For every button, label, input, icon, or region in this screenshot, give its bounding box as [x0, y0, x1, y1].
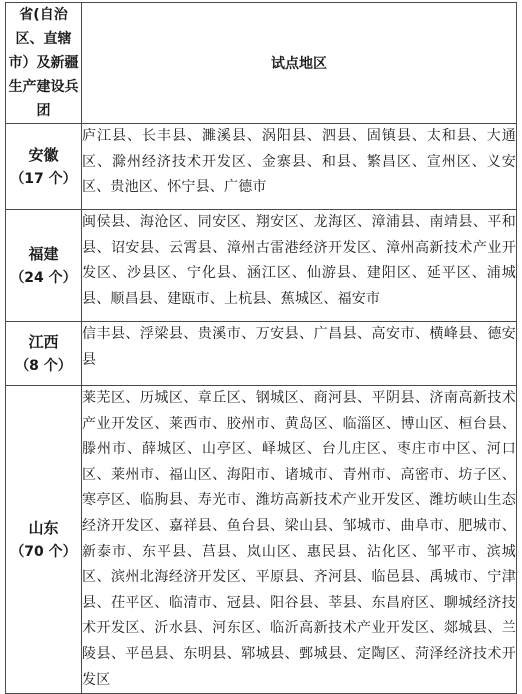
header-pilot-areas: 试点地区 [82, 3, 517, 124]
areas-cell: 庐江县、长丰县、濉溪县、涡阳县、泗县、固镇县、太和县、大通区、滁州经济技术开发区、金寨县、和县、繁昌区、宣州区、义安区、贵池区、怀宁县、广德市 [82, 124, 517, 210]
province-count: （17 个） [10, 170, 77, 187]
province-cell [6, 322, 82, 386]
header-province: 省(自治区、直辖市）及新疆生产建设兵团 [6, 3, 82, 124]
pilot-areas-table [5, 2, 517, 694]
table-row [6, 210, 517, 322]
table-row [6, 322, 517, 386]
table-row [6, 386, 517, 694]
areas-cell: 闽侯县、海沧区、同安区、翔安区、龙海区、漳浦县、南靖县、平和县、诏安县、云霄县、漳州古雷港经济开发区、漳州高新技术产业开发区、沙县区、宁化县、涵江区、仙游县、建阳区、延平区、浦城县、顺昌县、建瓯市、上杭县、蕉城区、福安市 [82, 210, 517, 322]
province-count: （70 个） [10, 543, 77, 560]
province-name: 安徽 [28, 145, 59, 164]
province-cell [6, 124, 82, 210]
areas-cell: 莱芜区、历城区、章丘区、钢城区、商河县、平阴县、济南高新技术产业开发区、莱西市、胶州市、黄岛区、临淄区、博山区、桓台县、滕州市、薛城区、山亭区、峄城区、台儿庄区、枣庄市中区、河口区、莱州市、福山区、海阳市、诸城市、青州市、高密市、坊子区、寒亭区、临朐县、寿光市、潍坊高新技术产业开发区、潍坊峡山生态经济开发区、嘉祥县、鱼台县、梁山县、邹城市、曲阜市、肥城市、新泰市、东平县、莒县、岚山区、惠民县、沾化区、邹平市、滨城区、滨州北海经济开发区、平原县、齐河县、临邑县、禹城市、宁津县、茌平区、临清市、冠县、阳谷县、莘县、东昌府区、聊城经济技术开发区、沂水县、河东区、临沂高新技术产业开发区、郯城县、兰陵县、平邑县、东明县、郓城县、鄄城县、定陶区、菏泽经济技术开发区 [82, 386, 517, 694]
areas-cell: 信丰县、浮梁县、贵溪市、万安县、广昌县、高安市、横峰县、德安县 [82, 322, 517, 386]
province-name: 福建 [28, 244, 59, 263]
province-name: 江西 [28, 332, 59, 351]
table-row [6, 124, 517, 210]
table-header-row [6, 3, 517, 124]
province-cell [6, 386, 82, 694]
province-count: （24 个） [10, 269, 77, 286]
province-cell [6, 210, 82, 322]
province-count: （8 个） [15, 357, 72, 374]
province-name: 山东 [28, 518, 59, 537]
